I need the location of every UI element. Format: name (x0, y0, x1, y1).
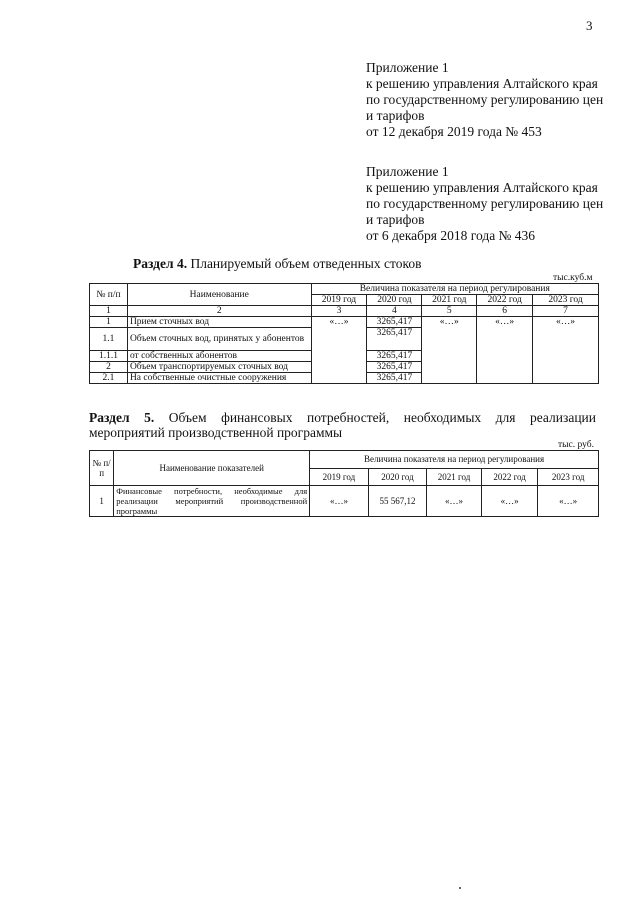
value-2019: «…» (310, 486, 369, 517)
appendix-line: Приложение 1 (366, 164, 449, 179)
section4-table (89, 283, 599, 384)
section5-unit: тыс. руб. (558, 440, 594, 450)
appendix-line: и тарифов (366, 212, 425, 227)
col-number: 3 (311, 306, 367, 317)
header-group: Величина показателя на период регулирования (310, 451, 599, 469)
section5-title-bold: Раздел 5. (89, 410, 155, 425)
row-name: Прием сточных вод (127, 317, 311, 328)
header-year: 2020 год (367, 295, 422, 306)
value-2019: «…» (311, 317, 367, 384)
appendix-line: к решению управления Алтайского края (366, 180, 598, 195)
header-num: № п/п (90, 284, 128, 306)
row-num: 2 (90, 362, 128, 373)
row-num: 1 (90, 486, 114, 517)
row-name: На собственные очистные сооружения (127, 373, 311, 384)
value-2023: «…» (538, 486, 599, 517)
appendix-line: от 6 декабря 2018 года № 436 (366, 228, 536, 243)
value-2021: «…» (427, 486, 482, 517)
col-number: 1 (90, 306, 128, 317)
value-2023: «…» (533, 317, 599, 384)
value-2020: 3265,417 (367, 351, 422, 362)
appendix-header-2019 (366, 60, 603, 140)
header-name: Наименование показателей (114, 451, 310, 486)
appendix-line: по государственному регулированию цен (366, 196, 604, 211)
appendix-header-2018 (366, 164, 603, 244)
header-year: 2021 год (422, 295, 477, 306)
value-2020: 55 567,12 (368, 486, 427, 517)
column-number-row (90, 306, 599, 317)
row-name: Объем сточных вод, принятых у абонентов (127, 328, 311, 351)
header-year: 2019 год (310, 468, 369, 486)
value-2020: 3265,417 (367, 362, 422, 373)
appendix-line: Приложение 1 (366, 60, 449, 75)
col-number: 7 (533, 306, 599, 317)
section4-title-bold: Раздел 4. (133, 256, 188, 271)
section5-title (89, 410, 596, 440)
header-name: Наименование (127, 284, 311, 306)
header-year: 2021 год (427, 468, 482, 486)
table-row (90, 317, 599, 328)
header-year: 2023 год (533, 295, 599, 306)
section5-table (89, 450, 599, 517)
page-number: 3 (586, 18, 593, 33)
col-number: 2 (127, 306, 311, 317)
col-number: 4 (367, 306, 422, 317)
row-num: 1 (90, 317, 128, 328)
section4-title-text: Планируемый объем отведенных стоков (187, 256, 422, 271)
header-year: 2023 год (538, 468, 599, 486)
row-num: 1.1.1 (90, 351, 128, 362)
value-2020: 3265,417 (367, 373, 422, 384)
scan-speck (459, 887, 461, 889)
appendix-line: по государственному регулированию цен (366, 92, 604, 107)
row-name: Финансовые потребности, необходимые для реализации мероприятий производственной программы (114, 486, 310, 517)
col-number: 5 (422, 306, 477, 317)
row-name: от собственных абонентов (127, 351, 311, 362)
appendix-line: и тарифов (366, 108, 425, 123)
col-number: 6 (477, 306, 533, 317)
value-2022: «…» (477, 317, 533, 384)
section5-title-text: Объем финансовых потребностей, необходимых для реализации мероприятий производственной программы (89, 410, 596, 440)
header-year: 2022 год (481, 468, 538, 486)
header-year: 2020 год (368, 468, 427, 486)
row-num: 2.1 (90, 373, 128, 384)
header-group: Величина показателя на период регулирования (311, 284, 598, 295)
row-num: 1.1 (90, 328, 128, 351)
value-2021: «…» (422, 317, 477, 384)
header-year: 2019 год (311, 295, 367, 306)
table-row (90, 486, 599, 517)
section4-unit: тыс.куб.м (553, 273, 593, 283)
header-year: 2022 год (477, 295, 533, 306)
section4-title (133, 256, 421, 272)
value-2020: 3265,417 (367, 328, 422, 351)
value-2020: 3265,417 (367, 317, 422, 328)
appendix-line: от 12 декабря 2019 года № 453 (366, 124, 542, 139)
row-name: Объем транспортируемых сточных вод (127, 362, 311, 373)
value-2022: «…» (481, 486, 538, 517)
header-num: № п/ п (90, 451, 114, 486)
appendix-line: к решению управления Алтайского края (366, 76, 598, 91)
